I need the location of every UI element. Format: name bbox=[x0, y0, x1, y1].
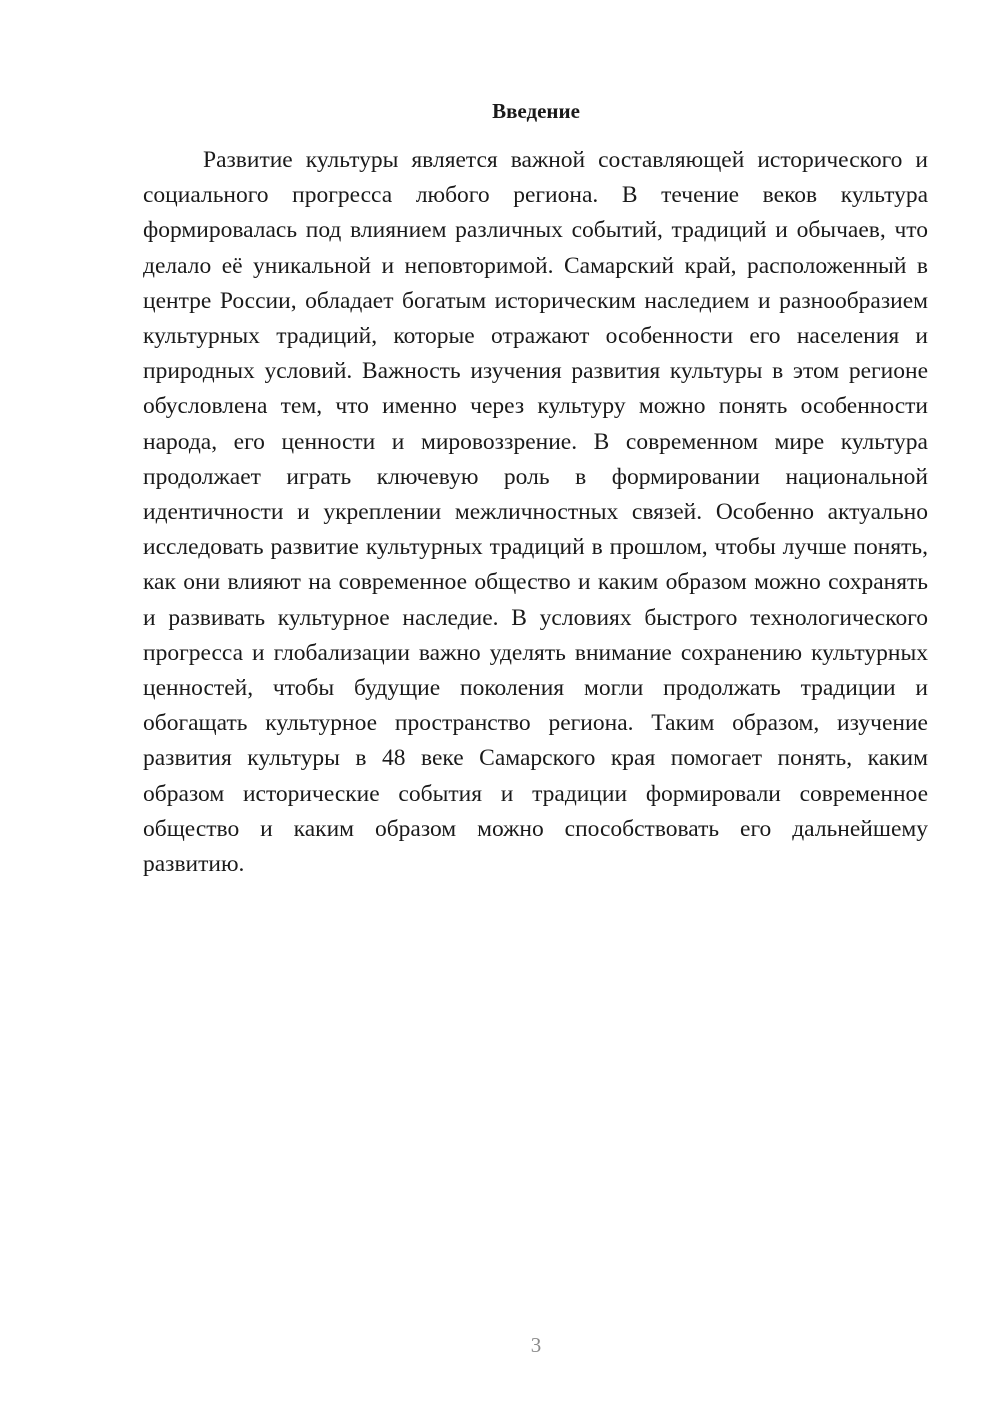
body-paragraph: Развитие культуры является важной составляющей исторического и социального прогресса любого региона. В течение веков культура формировалась под влиянием различных событий, традиций и обычаев, что делало её уникальной и неповторимой. Самарский край, расположенный в центре России, обладает богатым историческим наследием и разнообразием культурных традиций, которые отражают особенности его населения и природных условий. Важность изучения развития культуры в этом регионе обусловлена тем, что именно через культуру можно понять особенности народа, его ценности и мировоззрение. В современном мире культура продолжает играть ключевую роль в формировании национальной идентичности и укреплении межличностных связей. Особенно актуально исследовать развитие культурных традиций в прошлом, чтобы лучше понять, как они влияют на современное общество и каким образом можно сохранять и развивать культурное наследие. В условиях быстрого технологического прогресса и глобализации важно уделять внимание сохранению культурных ценностей, чтобы будущие поколения могли продолжать традиции и обогащать культурное пространство региона. Таким образом, изучение развития культуры в 48 веке Самарского края помогает понять, каким образом исторические события и традиции формировали современное общество и каким образом можно способствовать его дальнейшему развитию. bbox=[143, 147, 928, 878]
section-heading: Введение bbox=[492, 99, 580, 123]
page-number: 3 bbox=[530, 1333, 542, 1357]
